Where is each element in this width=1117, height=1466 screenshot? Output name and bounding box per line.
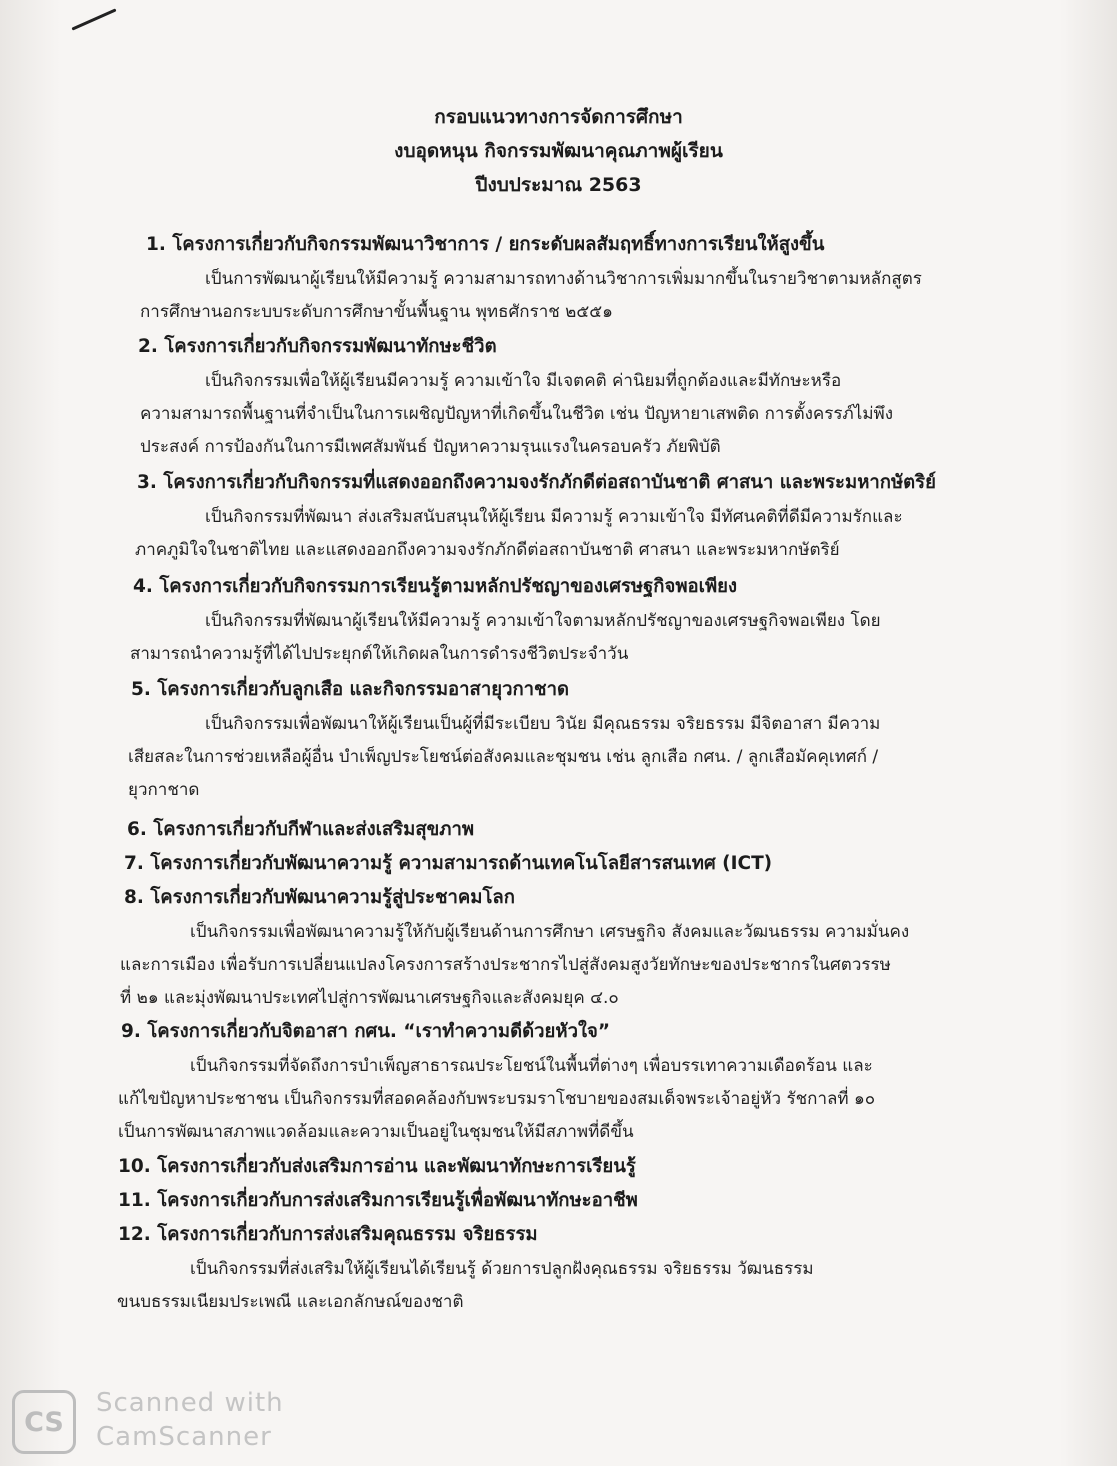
camscanner-watermark [12, 1388, 312, 1458]
project-description-line: เป็นการพัฒนาสภาพแวดล้อมและความเป็นอยู่ในชุมชนให้มีสภาพที่ดีขึ้น [118, 1122, 634, 1142]
project-description-line: เป็นกิจกรรมที่พัฒนาผู้เรียนให้มีความรู้ ความเข้าใจตามหลักปรัชญาของเศรษฐกิจพอเพียง โดย [205, 611, 881, 631]
project-description-line: เป็นกิจกรรมเพื่อพัฒนาความรู้ให้กับผู้เรียนด้านการศึกษา เศรษฐกิจ สังคมและวัฒนธรรม ความมั่นคง [190, 922, 910, 942]
project-heading: 9. โครงการเกี่ยวกับจิตอาสา กศน. “เราทำความดีด้วยหัวใจ” [121, 1021, 610, 1042]
project-description-line: ที่ ๒๑ และมุ่งพัฒนาประเทศไปสู่การพัฒนาเศรษฐกิจและสังคมยุค ๔.๐ [120, 988, 619, 1008]
project-description-line: ขนบธรรมเนียมประเพณี และเอกลักษณ์ของชาติ [117, 1292, 464, 1312]
project-description-line: ประสงค์ การป้องกันในการมีเพศสัมพันธ์ ปัญหาความรุนแรงในครอบครัว ภัยพิบัติ [140, 437, 721, 457]
project-description-line: ยุวกาชาด [128, 780, 200, 800]
project-description-line: สามารถนำความรู้ที่ได้ไปประยุกต์ให้เกิดผลในการดำรงชีวิตประจำวัน [130, 644, 629, 664]
project-heading: 11. โครงการเกี่ยวกับการส่งเสริมการเรียนรู้เพื่อพัฒนาทักษะอาชีพ [118, 1190, 638, 1211]
project-description-line: และการเมือง เพื่อรับการเปลี่ยนแปลงโครงการสร้างประชากรไปสู่สังคมสูงวัยทักษะของประชากรในศตวรรษ [120, 955, 891, 975]
project-heading: 8. โครงการเกี่ยวกับพัฒนาความรู้สู่ประชาคมโลก [124, 887, 515, 908]
project-heading: 10. โครงการเกี่ยวกับส่งเสริมการอ่าน และพัฒนาทักษะการเรียนรู้ [118, 1156, 636, 1177]
project-heading: 12. โครงการเกี่ยวกับการส่งเสริมคุณธรรม จริยธรรม [118, 1224, 538, 1245]
title-line-1: กรอบแนวทางการจัดการศึกษา [434, 106, 683, 128]
pen-mark [71, 8, 116, 30]
project-heading: 1. โครงการเกี่ยวกับกิจกรรมพัฒนาวิชาการ / ยกระดับผลสัมฤทธิ์ทางการเรียนให้สูงขึ้น [146, 234, 825, 255]
project-description-line: เป็นกิจกรรมที่จัดถึงการบำเพ็ญสาธารณประโยชน์ในพื้นที่ต่างๆ เพื่อบรรเทาความเดือดร้อน และ [190, 1056, 873, 1076]
project-description-line: เป็นกิจกรรมที่ส่งเสริมให้ผู้เรียนได้เรียนรู้ ด้วยการปลูกฝังคุณธรรม จริยธรรม วัฒนธรรม [190, 1259, 814, 1279]
project-heading: 5. โครงการเกี่ยวกับลูกเสือ และกิจกรรมอาสายุวกาชาด [131, 679, 570, 700]
project-heading: 7. โครงการเกี่ยวกับพัฒนาความรู้ ความสามารถด้านเทคโนโลยีสารสนเทศ (ICT) [124, 853, 773, 874]
project-description-line: แก้ไขปัญหาประชาชน เป็นกิจกรรมที่สอดคล้องกับพระบรมราโชบายของสมเด็จพระเจ้าอยู่หัว รัชกาลที่ ๑๐ [118, 1089, 876, 1109]
document-title [0, 100, 1117, 202]
watermark-line-1: Scanned with [96, 1388, 284, 1418]
title-line-2: งบอุดหนุน กิจกรรมพัฒนาคุณภาพผู้เรียน [394, 140, 723, 162]
project-description-line: การศึกษานอกระบบระดับการศึกษาขั้นพื้นฐาน พุทธศักราช ๒๕๕๑ [140, 302, 613, 322]
project-description-line: เป็นกิจกรรมที่พัฒนา ส่งเสริมสนับสนุนให้ผู้เรียน มีความรู้ ความเข้าใจ มีทัศนคติที่ดีมีความรักและ [205, 507, 903, 527]
project-description-line: ภาคภูมิใจในชาติไทย และแสดงออกถึงความจงรักภักดีต่อสถาบันชาติ ศาสนา และพระมหากษัตริย์ [135, 540, 840, 560]
project-heading: 2. โครงการเกี่ยวกับกิจกรรมพัฒนาทักษะชีวิต [138, 336, 497, 357]
camscanner-logo-icon: CS [12, 1390, 76, 1454]
title-line-3: ปีงบประมาณ 2563 [475, 174, 642, 196]
project-description-line: เสียสละในการช่วยเหลือผู้อื่น บำเพ็ญประโยชน์ต่อสังคมและชุมชน เช่น ลูกเสือ กศน. / ลูกเสือมัคคุเทศก์ / [128, 747, 879, 767]
project-heading: 3. โครงการเกี่ยวกับกิจกรรมที่แสดงออกถึงความจงรักภักดีต่อสถาบันชาติ ศาสนา และพระมหากษัตริย์ [137, 472, 936, 493]
project-description-line: เป็นกิจกรรมเพื่อพัฒนาให้ผู้เรียนเป็นผู้ที่มีระเบียบ วินัย มีคุณธรรม จริยธรรม มีจิตอาสา มีความ [205, 714, 881, 734]
project-description-line: ความสามารถพื้นฐานที่จำเป็นในการเผชิญปัญหาที่เกิดขึ้นในชีวิต เช่น ปัญหายาเสพติด การตั้งครรภ์ไม่พึง [140, 404, 894, 424]
project-heading: 6. โครงการเกี่ยวกับกีฬาและส่งเสริมสุขภาพ [127, 819, 475, 840]
watermark-line-2: CamScanner [96, 1422, 272, 1452]
project-description-line: เป็นการพัฒนาผู้เรียนให้มีความรู้ ความสามารถทางด้านวิชาการเพิ่มมากขึ้นในรายวิชาตามหลักสูตร [205, 269, 922, 289]
project-heading: 4. โครงการเกี่ยวกับกิจกรรมการเรียนรู้ตามหลักปรัชญาของเศรษฐกิจพอเพียง [133, 576, 738, 597]
project-description-line: เป็นกิจกรรมเพื่อให้ผู้เรียนมีความรู้ ความเข้าใจ มีเจตคติ ค่านิยมที่ถูกต้องและมีทักษะหรือ [205, 371, 842, 391]
